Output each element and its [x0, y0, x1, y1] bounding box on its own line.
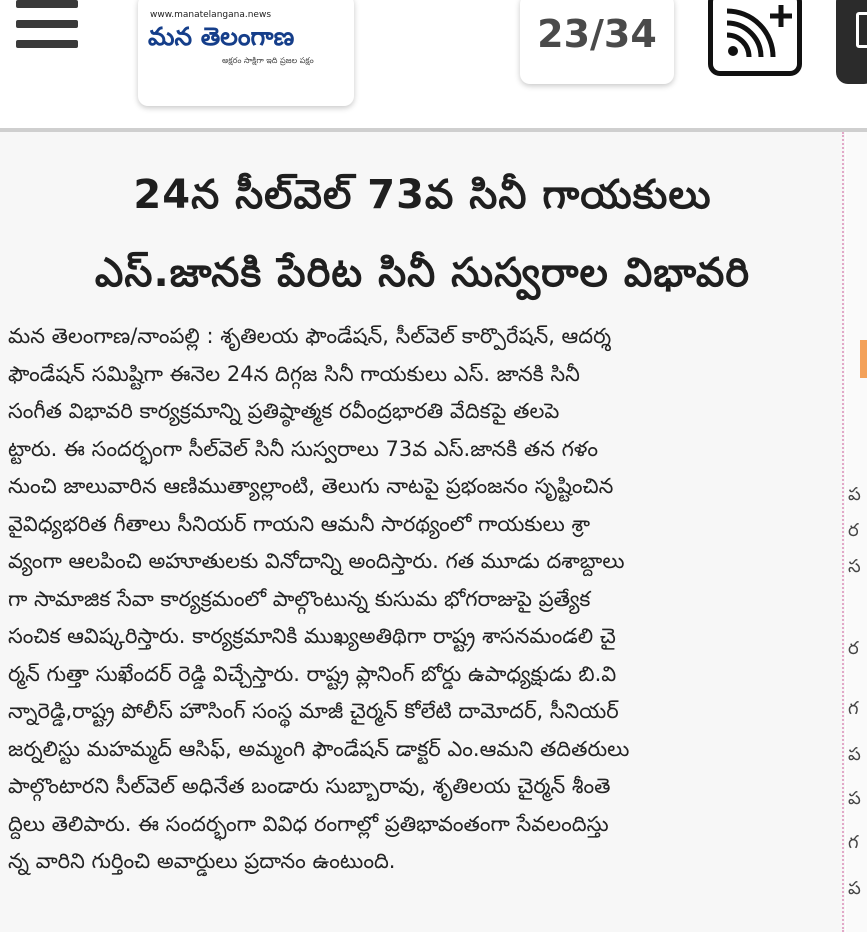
adjacent-article-char: స — [848, 556, 861, 577]
newspaper-logo[interactable] — [138, 0, 354, 106]
adjacent-article-char: ప — [848, 878, 861, 899]
article-body-line: వ్యంగా ఆలపించి అహూతులకు వినోదాన్ని అందిస్తారు. గత మూడు దశాబ్దాలు — [8, 549, 625, 573]
page-indicator-text: 23/34 — [537, 12, 657, 56]
page-view-icon[interactable] — [836, 0, 867, 84]
article-body-line: వైవిధ్యభరిత గీతాలు సీనియర్ గాయని ఆమనీ సారథ్యంలో గాయకులు శ్రా — [8, 511, 590, 536]
adjacent-article-char: గ — [848, 698, 859, 719]
article-body-line: నుంచి జాలువారిన ఆణిముత్యాల్లాంటి, తెలుగు నాటపై ప్రభంజనం సృష్టించిన — [8, 474, 614, 498]
article-headline-2: ఎస్.జానకి పేరిట సినీ సుస్వరాల విభావరి — [94, 250, 751, 296]
hamburger-menu-icon[interactable] — [16, 0, 82, 52]
adjacent-article-strip[interactable] — [846, 132, 867, 932]
logo-tagline: అక్షరం సాక్షిగా ఇది ప్రజల పక్షం — [222, 56, 314, 65]
adjacent-article-char: గ — [848, 832, 859, 853]
article-body-line: న్నారెడ్డి,రాష్ట్ర పోలీస్ హౌసింగ్ సంస్థ మాజీ చైర్మన్ కోలేటి దామోదర్, సీనియర్ — [8, 699, 619, 723]
article-body-line: జర్నలిస్టు మహమ్మద్ ఆసిఫ్, అమ్మంగి ఫౌండేషన్ డాక్టర్ ఎం.ఆమని తదితరులు — [8, 736, 630, 761]
adjacent-article-char: ప — [848, 484, 861, 505]
article-body-line: పాల్గొంటారని సీల్‌వెల్ అధినేత బండారు సుబ్బారావు, శృతిలయ చైర్మన్ శీంతె — [8, 774, 611, 798]
top-app-bar — [0, 0, 867, 128]
article-body-line: ట్టారు. ఈ సందర్భంగా సీల్‌వెల్ సినీ సుస్వరాలు 73వ ఎస్.జానకి తన గళం — [8, 436, 599, 461]
article-body-line: ర్మన్ గుత్తా సుఖేందర్ రెడ్డి విచ్చేస్తారు. రాష్ట్ర ప్లానింగ్ బోర్డు ఉపాధ్యక్షుడు బి.వి — [8, 661, 617, 686]
article-clipping[interactable] — [0, 132, 845, 932]
adjacent-article-char: ప — [848, 744, 861, 765]
article-body-line: ఫౌండేషన్ సమిష్టిగా ఈనెల 24న దిగ్గజ సినీ గాయకులు ఎస్. జానకి సినీ — [8, 361, 580, 386]
article-body-line: సంచిక ఆవిష్కరిస్తారు. కార్యక్రమానికి ముఖ్యఅతిథిగా రాష్ట్ర శాసనమండలి చై — [8, 624, 616, 648]
adjacent-article-char: ప — [848, 788, 861, 809]
article-body-line: మన తెలంగాణ/నాంపల్లి : శృతిలయ ఫౌండేషన్, సీల్‌వెల్ కార్పొరేషన్, ఆదర్శ — [8, 324, 612, 348]
article-body-line: సంగీత విభావరి కార్యక్రమాన్ని ప్రతిష్ఠాత్మక రవీంద్రభారతి వేదికపై తలపె — [8, 399, 560, 423]
article-body — [8, 318, 834, 881]
article-body-line: న్న వారిని గుర్తించి అవార్డులు ప్రదానం ఉంటుంది. — [8, 849, 396, 873]
page-indicator[interactable] — [520, 0, 674, 84]
article-body-line: ద్దిలు తెలిపారు. ఈ సందర్భంగా వివిధ రంగాల్లో ప్రతిభావంతంగా సేవలందిస్తు — [8, 811, 609, 836]
logo-name: మన తెలంగాణ — [148, 22, 295, 51]
rss-feed-glyph — [713, 0, 797, 71]
article-body-line: గా సామాజిక సేవా కార్యక్రమంలో పాల్గొంటున్న కుసుమ భోగరాజుపై ప్రత్యేక — [8, 586, 591, 611]
adjacent-article-char: ర — [848, 638, 859, 659]
adjacent-article-char: ర — [848, 520, 859, 541]
article-headline-1: 24న సీల్‌వెల్ 73వ సినీ గాయకులు — [133, 172, 712, 218]
adjacent-article-accent — [860, 340, 867, 378]
column-divider — [842, 132, 844, 932]
rss-feed-icon[interactable] — [708, 0, 802, 76]
logo-url: www.manatelangana.news — [150, 10, 272, 20]
